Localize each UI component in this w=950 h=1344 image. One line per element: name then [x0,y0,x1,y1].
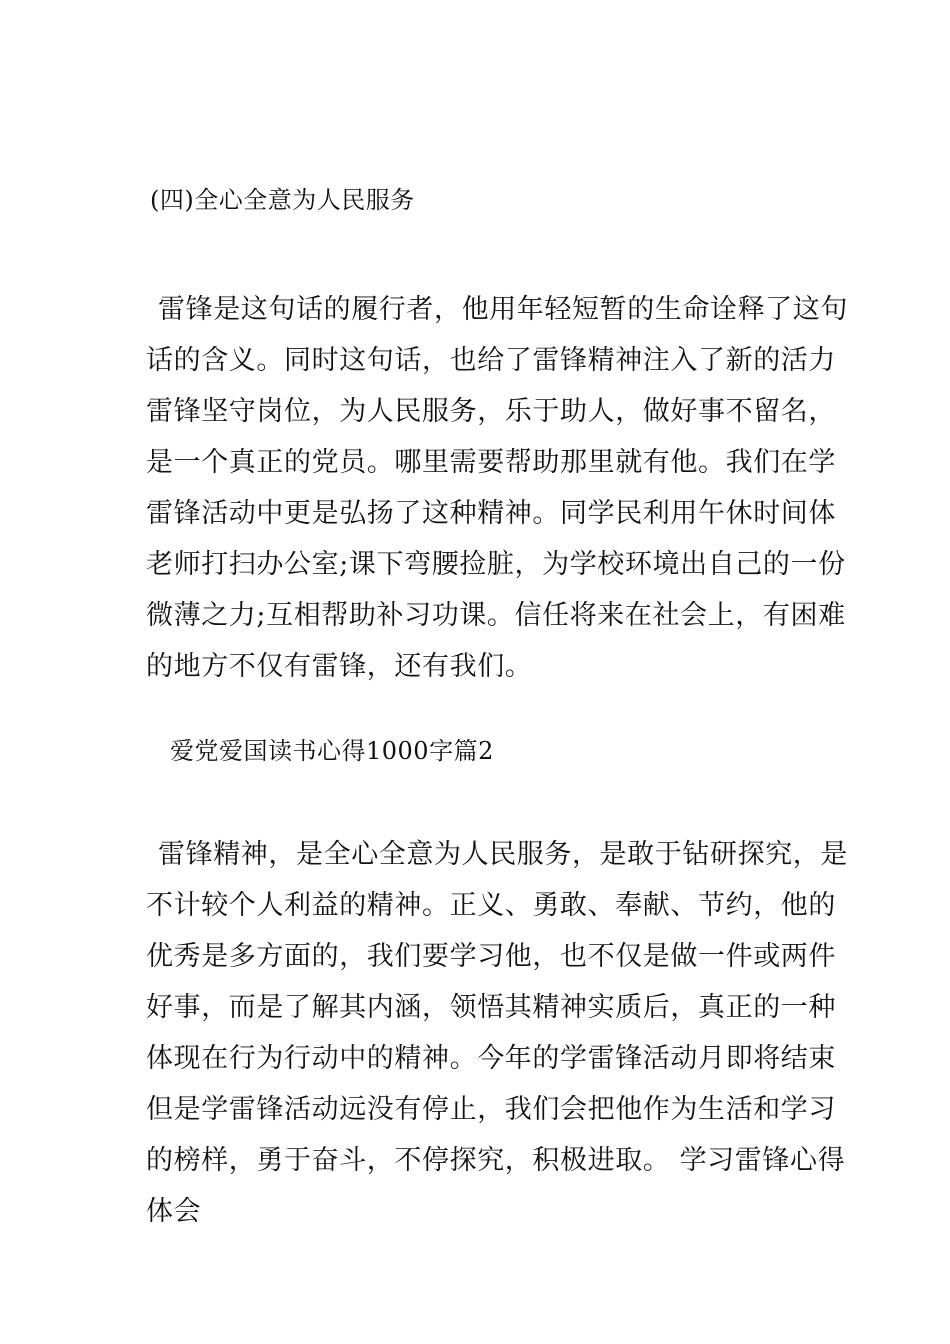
paragraph-line: 雷锋是这句话的履行者，他用年轻短暂的生命诠释了这句 [158,294,848,325]
paragraph-line: 雷锋精神，是全心全意为人民服务，是敢于钻研探究，是 [158,839,848,870]
paragraph-line: 话的含义。同时这句话，也给了雷锋精神注入了新的活力 [146,345,836,376]
paragraph-line: 体会 [146,1196,202,1227]
article-title: 爱党爱国读书心得1000字篇2 [170,737,494,765]
paragraph-line: 好事，而是了解其内涵，领悟其精神实质后，真正的一种 [146,992,836,1023]
section-heading: (四)全心全意为人民服务 [150,186,415,214]
paragraph-line: 是一个真正的党员。哪里需要帮助那里就有他。我们在学 [146,447,836,478]
paragraph-2 [146,829,848,1237]
paragraph-line: 微薄之力;互相帮助补习功课。信任将来在社会上，有困难 [146,600,846,631]
paragraph-line: 的地方不仅有雷锋，还有我们。 [146,651,533,682]
paragraph-line: 雷锋活动中更是弘扬了这种精神。同学民利用午休时间体 [146,498,836,529]
paragraph-line: 优秀是多方面的，我们要学习他，也不仅是做一件或两件 [146,941,836,972]
paragraph-line: 雷锋坚守岗位，为人民服务，乐于助人，做好事不留名， [146,396,836,427]
paragraph-line: 的榜样，勇于奋斗，不停探究，积极进取。 学习雷锋心得 [146,1145,846,1176]
paragraph-line: 体现在行为行动中的精神。今年的学雷锋活动月即将结束 [146,1043,836,1074]
paragraph-1 [146,284,848,692]
paragraph-line: 但是学雷锋活动远没有停止，我们会把他作为生活和学习 [146,1094,836,1125]
paragraph-line: 不计较个人利益的精神。正义、勇敢、奉献、节约，他的 [146,890,836,921]
paragraph-line: 老师打扫办公室;课下弯腰捡脏，为学校环境出自己的一份 [146,549,846,580]
